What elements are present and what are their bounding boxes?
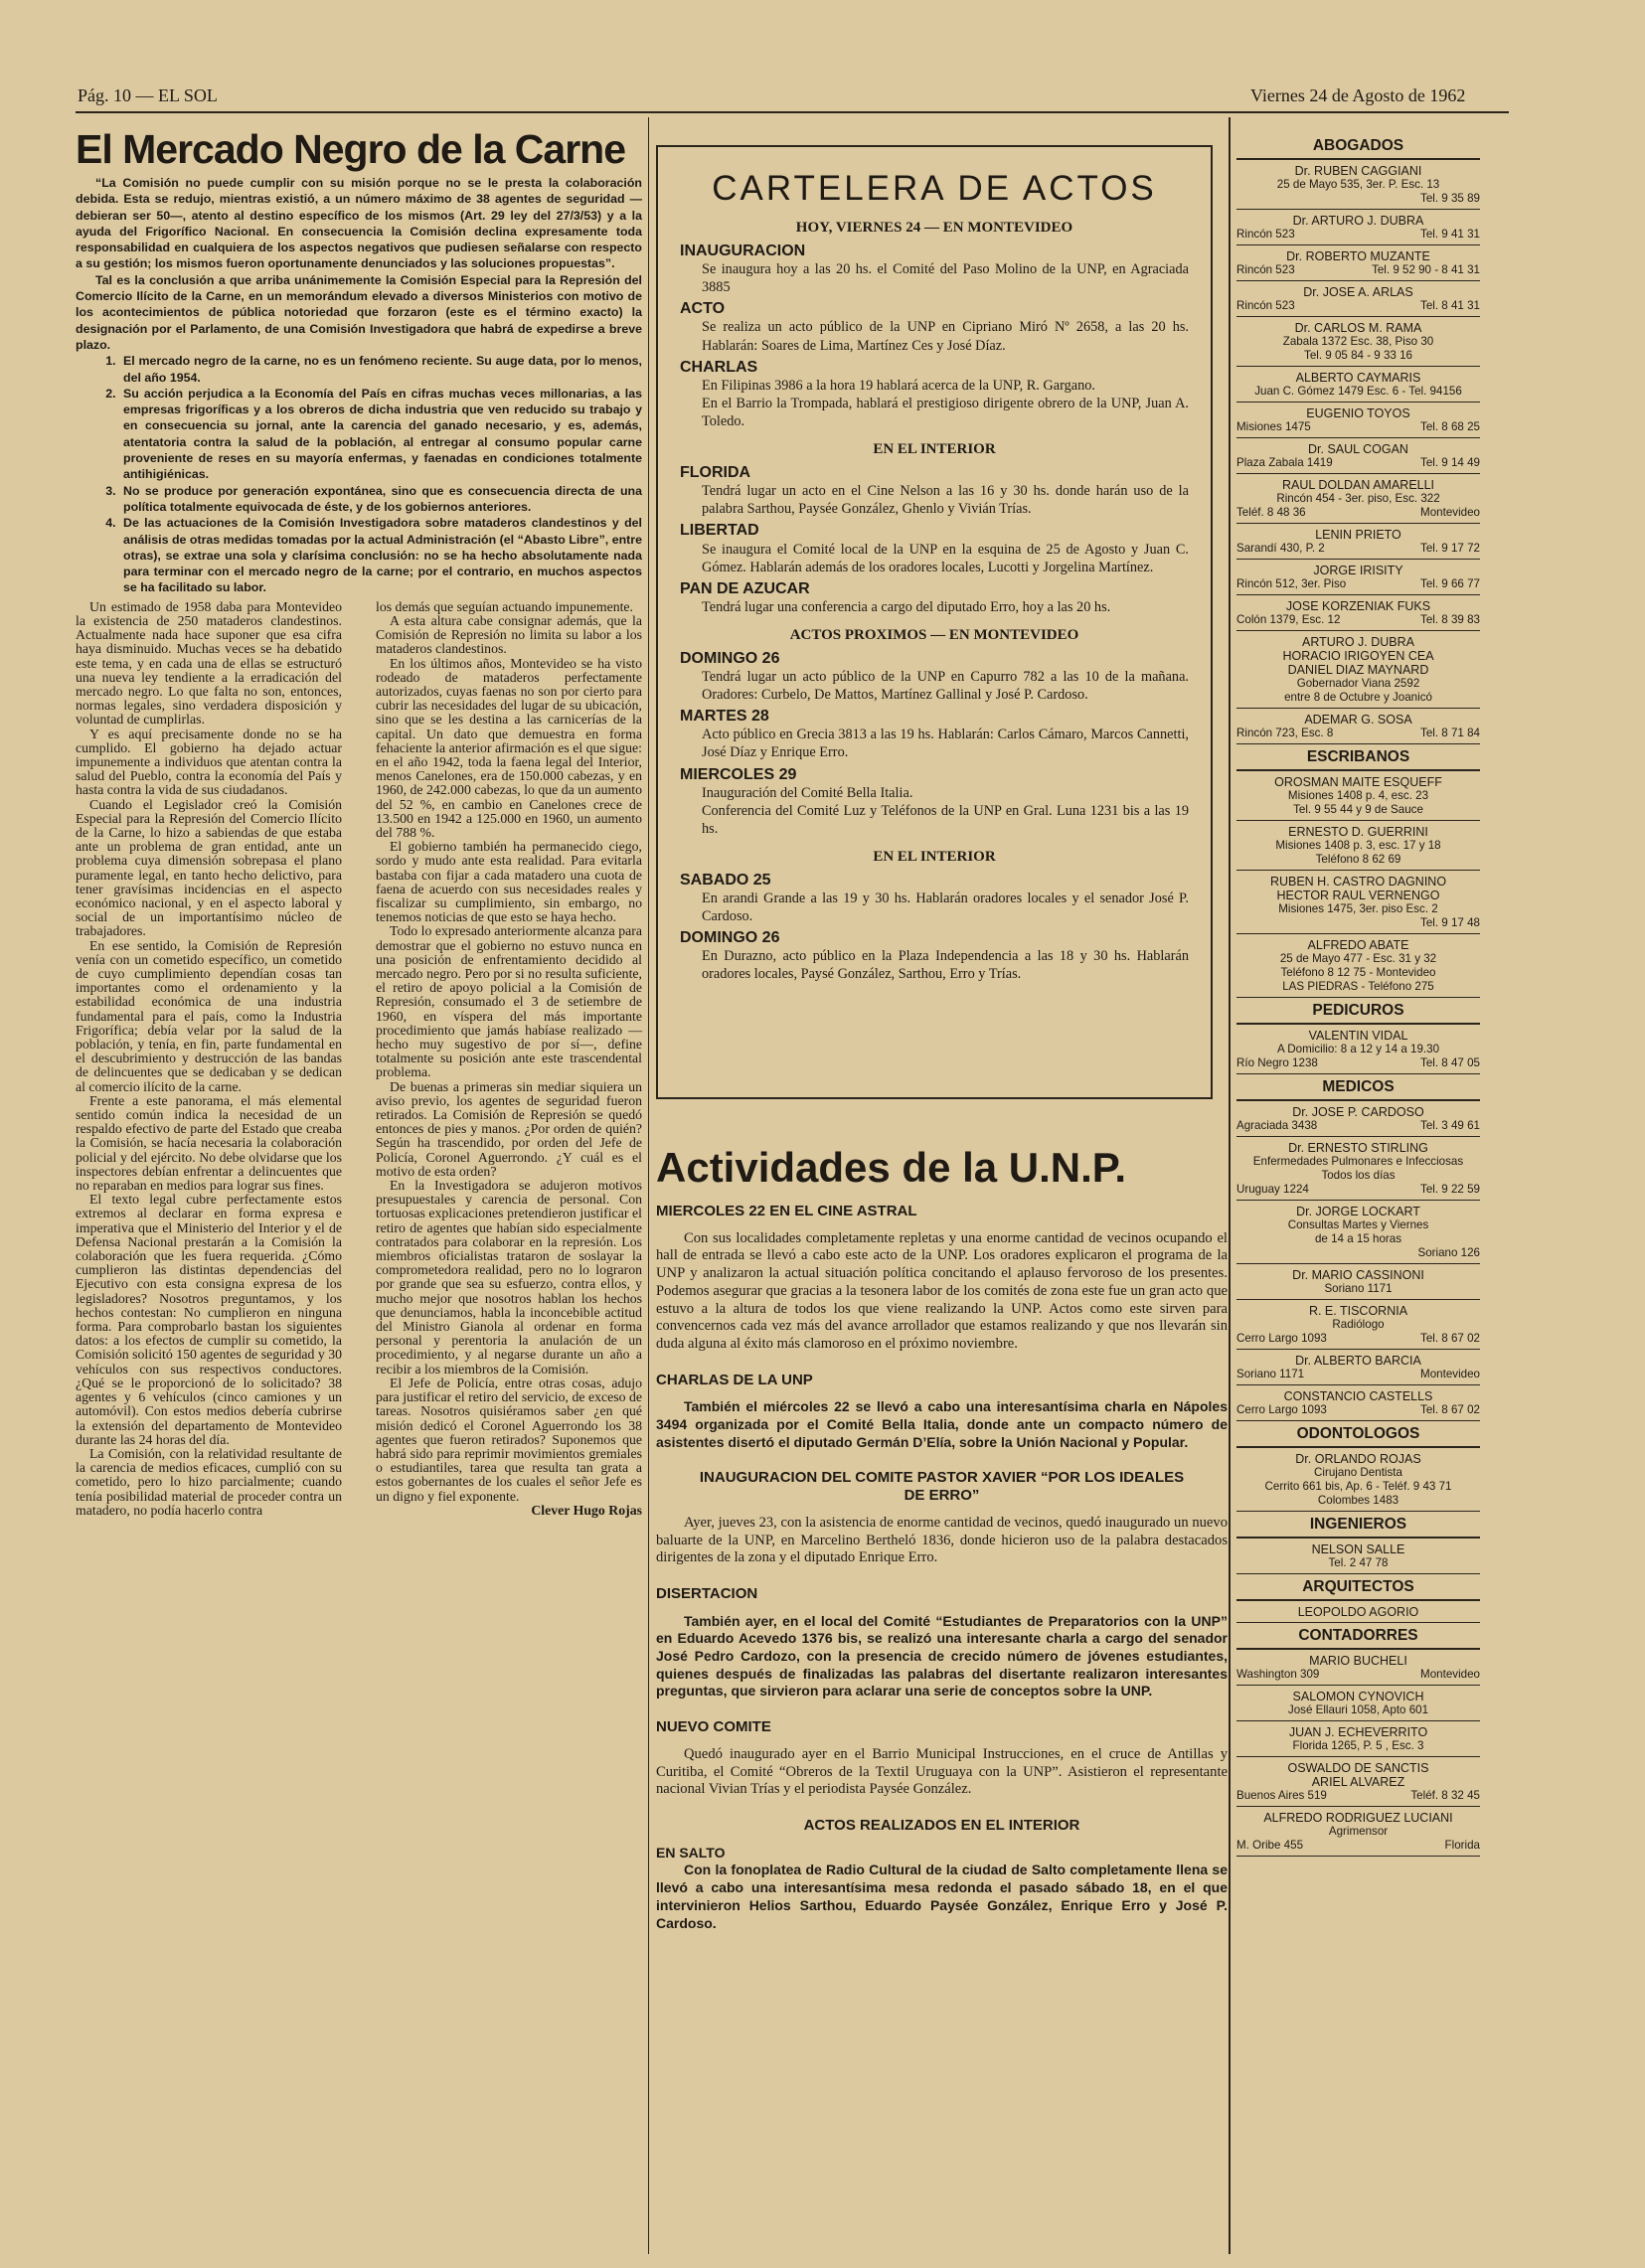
entry-address: Cirujano Dentista	[1314, 1466, 1402, 1479]
activity-text: Quedó inaugurado ayer en el Barrio Municipal Instrucciones, en el cruce de Antillas y Curitiba, el Comité “Obreros de la Textil Uruguaya con la UNP”. Asistieron el representante nacional Vivian Trías y el periodista Paysée González.	[656, 1745, 1228, 1798]
activity-text: Con sus localidades completamente repletas y una enorme cantidad de vecinos ocupando el hall de entrada se llevó a cabo este acto de la UNP. Los oradores explicaron el programa de la UNP y analizaron la actual situación política concitando el aplauso fervoroso de los presentes. Podemos asegurar que gracias a la tesonera labor de los comités de zona este fue un gran acto que estuvo a la altura de todos los que viene realizando la UNP. Actos como este sirven para convencernos cada vez más del avance arrollador que estamos realizando y que nos llevarán sin duda alguna al éxito más clamoroso en el próximo noviembre.	[656, 1229, 1228, 1352]
entry-phone: Tel. 8 67 02	[1420, 1332, 1480, 1345]
entry-address: de 14 a 15 horas	[1314, 1232, 1402, 1245]
directory-entry	[1236, 1686, 1480, 1721]
column-rule-right	[1229, 117, 1231, 2254]
entry-name: Dr. SAUL COGAN	[1308, 442, 1408, 456]
entry-name: MARIO BUCHELI	[1309, 1654, 1407, 1668]
activity-text: Ayer, jueves 23, con la asistencia de enorme cantidad de vecinos, quedó inaugurado un nuevo baluarte de la UNP, en Marcelino Bertheló 1836, donde hicieron uso de la palabra destacados dirigentes de la zona y el diputado Enrique Erro.	[656, 1514, 1228, 1566]
entry-detail	[1236, 1839, 1480, 1853]
entry-detail	[1236, 902, 1480, 916]
entry-address: Plaza Zabala 1419	[1236, 456, 1333, 469]
entry-detail	[1236, 691, 1480, 705]
entry-name: OSWALDO DE SANCTIS	[1287, 1761, 1429, 1775]
entry-name: Dr. CARLOS M. RAMA	[1294, 321, 1422, 335]
body-paragraph: El texto legal cubre perfectamente estos extremos al declarar en forma expresa e imperativa que el Ministerio del Interior y el de Defensa Nacional prestarán a la Comisión la colaboración que les fuera requerida. ¿Cómo cumplieron las distintas dependencias del Ejecutivo con esta consigna expresa de los legisladores? Nosotros preguntamos, y los hechos contestan: No cumplieron en ninguna forma. Para comprobarlo bastan los siguientes datos: a los efectos de cumplir su cometido, la Comisión solicitó 150 agentes de seguridad y 30 vehículos con sus respectivos conductores. ¿Qué se le proporcionó de lo solicitado? 38 agentes y 6 vehículos (cinco camiones y un automóvil). Con estos medios debería cubrirse la extensión del departamento de Montevideo durante las 24 horas del día.	[76, 1192, 342, 1447]
article-lead	[76, 175, 642, 596]
entry-detail	[1236, 1739, 1480, 1753]
directory-entry	[1236, 474, 1480, 524]
entry-phone: Tel. 9 52 90 - 8 41 31	[1372, 263, 1480, 276]
entry-detail	[1236, 1556, 1480, 1570]
entry-address: Rincón 523	[1236, 263, 1295, 276]
entry-phone: Florida	[1444, 1839, 1480, 1852]
directory-category: ARQUITECTOS	[1236, 1574, 1480, 1601]
entry-detail	[1236, 1246, 1480, 1260]
entry-detail	[1236, 677, 1480, 691]
entry-address: Sarandí 430, P. 2	[1236, 542, 1325, 555]
entry-name: CONSTANCIO CASTELLS	[1283, 1389, 1433, 1403]
entry-phone: Tel. 8 68 25	[1420, 420, 1480, 433]
event-text: Tendrá lugar una conferencia a cargo del diputado Erro, hoy a las 20 hs.	[702, 598, 1111, 615]
entry-detail	[1236, 1789, 1480, 1803]
entry-detail	[1236, 1480, 1480, 1494]
entry-detail	[1236, 789, 1480, 803]
entry-address: Teléfono 8 12 75 - Montevideo	[1280, 966, 1436, 979]
entry-detail	[1236, 966, 1480, 980]
entry-address: A Domicilio: 8 a 12 y 14 a 19.30	[1276, 1043, 1440, 1055]
entry-detail	[1236, 1155, 1480, 1169]
directory-category: MEDICOS	[1236, 1074, 1480, 1101]
entry-detail	[1236, 727, 1480, 740]
event-heading: DOMINGO 26	[680, 649, 780, 667]
entry-address: Tel. 2 47 78	[1328, 1556, 1389, 1569]
event-heading: FLORIDA	[680, 464, 751, 482]
event-heading: ACTO	[680, 300, 726, 318]
entry-detail	[1236, 1466, 1480, 1480]
entry-detail	[1236, 385, 1480, 399]
directory-entry	[1236, 1137, 1480, 1201]
entry-detail	[1236, 1056, 1480, 1070]
entry-address: Cerro Largo 1093	[1236, 1332, 1327, 1345]
point-item: 1. El mercado negro de la carne, no es un fenómeno reciente. Su auge data, por lo menos, del año 1954.	[119, 353, 642, 386]
directory-entry	[1236, 871, 1480, 934]
entry-name: Dr. JOSE A. ARLAS	[1303, 285, 1413, 299]
entry-address: Misiones 1408 p. 4, esc. 23	[1287, 789, 1429, 802]
body-paragraph: A esta altura cabe consignar además, que la Comisión de Represión no limita su labor a los mataderos clandestinos.	[376, 612, 642, 657]
body-paragraph: El gobierno también ha permanecido ciego, sordo y mudo ante esta realidad. Para evitarla bastaba con fijar a cada matadero una cuota de faena de acuerdo con sus necesidades reales y fiscalizar su cumplimiento, sin embargo, no tenemos noticias de que esto se haya hecho.	[376, 839, 642, 925]
entry-address: Rincón 523	[1236, 299, 1295, 312]
cartelera-section-heading: ACTOS PROXIMOS — EN MONTEVIDEO	[789, 626, 1079, 643]
lead-paragraph: Tal es la conclusión a que arriba unánimemente la Comisión Especial para la Represión del Comercio Ilícito de la Carne, en un memorándum elevado a diversos Ministerios con motivo de los acontecimientos de pública notoriedad que forzaron (este es el término exacto) la designación por el Parlamento, de una Comisión Investigadora que habrá de expedirse a breve plazo.	[76, 272, 642, 352]
entry-phone: Montevideo	[1420, 1368, 1480, 1380]
directory-entry	[1236, 1757, 1480, 1807]
entry-detail	[1236, 853, 1480, 867]
entry-address: Gobernador Viana 2592	[1296, 677, 1420, 690]
entry-detail	[1236, 1119, 1480, 1133]
directory-entry	[1236, 560, 1480, 595]
article-column-1	[76, 600, 342, 1518]
entry-phone: Tel. 8 71 84	[1420, 727, 1480, 739]
entry-detail	[1236, 1825, 1480, 1839]
directory-category: ABOGADOS	[1236, 133, 1480, 160]
event-text: En Filipinas 3986 a la hora 19 hablará acerca de la UNP, R. Gargano.	[702, 377, 1095, 394]
body-paragraph: Y es aquí precisamente donde no se ha cumplido. El gobierno ha dejado actuar impunemente a individuos que atentan contra la salud del Pueblo, contra la economía del País y hasta contra la vida de sus ciudadanos.	[76, 726, 342, 798]
event-text: Se realiza un acto público de la UNP en Cipriano Miró Nº 2658, a las 20 hs. Hablarán: Soares de Lima, Martínez Ces y José Díaz.	[702, 319, 1189, 354]
event-heading: MIERCOLES 29	[680, 765, 797, 783]
entry-detail	[1236, 542, 1480, 556]
entry-address: Colombes 1483	[1317, 1494, 1399, 1507]
body-paragraph: Todo lo expresado anteriormente alcanza para demostrar que el gobierno no estuvo nunca en una posición de enfrentamiento decidido al mercado negro. Pero por si no resulta suficiente, el retiro de apoyo policial a la Comisión de Represión, consumado el 3 de setiembre de 1960, en víspera del más importante procedimiento que jamás habíase realizado —hecho muy sugestivo de por sí—, define totalmente su posición ante este trascendental problema.	[376, 923, 642, 1080]
entry-name: ALFREDO ABATE	[1307, 938, 1409, 952]
entry-name: Dr. MARIO CASSINONI	[1292, 1268, 1424, 1282]
entry-name: Dr. JOSE P. CARDOSO	[1292, 1105, 1424, 1119]
event-text: En el Barrio la Trompada, hablará el prestigioso dirigente obrero de la UNP, Juan A. Toledo.	[702, 395, 1189, 429]
body-paragraph: La Comisión, con la relatividad resultante de la carencia de medios eficaces, cumplió con su cometido, pero lo hizo parcialmente; cuando tenía posibilidad material de proceder contra un matadero, no podía hacerlo contra	[76, 1445, 342, 1518]
entry-detail	[1236, 916, 1480, 930]
entry-phone: Montevideo	[1420, 1668, 1480, 1681]
cartelera-section-heading: EN EL INTERIOR	[873, 848, 996, 865]
entry-phone: Tel. 8 47 05	[1420, 1056, 1480, 1069]
entry-detail	[1236, 178, 1480, 192]
entry-phone: Montevideo	[1420, 506, 1480, 519]
directory-entry	[1236, 317, 1480, 367]
point-item: 2. Su acción perjudica a la Economía del País en cifras muchas veces millonarias, a las empresas frigoríficas y a los obreros de dicha industria que ven reducido su trabajo y en consecuencia su jornal, ante la carencia del ganado necesario, y es, además, atentatoria contra la salud de la población, al entregar al consumo popular carne proveniente de reses en su mayoría enfermas, y faenadas en condiciones totalmente antihigiénicas.	[119, 386, 642, 483]
entry-detail	[1236, 228, 1480, 242]
entry-address: Buenos Aires 519	[1236, 1789, 1327, 1802]
entry-detail	[1236, 839, 1480, 853]
directory-entry	[1236, 160, 1480, 210]
directory-entry	[1236, 1601, 1480, 1623]
body-paragraph: De buenas a primeras sin mediar siquiera un aviso previo, los agentes de seguridad fueron retirados. La Comisión de Represión se quedó entonces de pies y manos. ¿Por orden de quién? Según ha trascendido, por orden del Jefe de Policía, Coronel Aguerrondo. ¿Y cuál es el motivo de esta orden?	[376, 1078, 642, 1179]
entry-address: Misiones 1475, 3er. piso Esc. 2	[1278, 902, 1438, 915]
entry-name: Dr. ERNESTO STIRLING	[1288, 1141, 1428, 1155]
body-paragraph: Cuando el Legislador creó la Comisión Especial para la Represión del Comercio Ilícito de la Carne, lo hizo a sabiendas de que estaba ante un problema de gran entidad, ante un problema cuya dimensión sobrepasa el plano puramente legal, en tanto hecho delictivo, para tener gravísimas incidencias en el aspecto económico nacional, y en el aspecto laboral y social de un importantísimo núcleo de trabajadores.	[76, 796, 342, 939]
directory-entry	[1236, 1448, 1480, 1512]
entry-name: EUGENIO TOYOS	[1306, 406, 1410, 420]
event-text: Se inaugura el Comité local de la UNP en la esquina de 25 de Agosto y Juan C. Gómez. Hablarán además de los oradores locales, Lucotti y Jorgelina Martínez.	[702, 541, 1189, 575]
cartelera-section-heading: EN EL INTERIOR	[873, 441, 996, 458]
cartelera-section-today	[680, 243, 1189, 430]
activity-text: También ayer, en el local del Comité “Estudiantes de Preparatorios con la UNP” en Eduardo Acevedo 1376 bis, se realizó una interesante charla a cargo del senador José Pedro Cardozo, con la presencia de crecido número de jóvenes estudiantes, quienes después de finalizadas las palabras del disertante realizaron interesantes preguntas, que sirvieron para aclarar una serie de conceptos sobre la UNP.	[656, 1612, 1228, 1700]
entry-name: ALFREDO RODRIGUEZ LUCIANI	[1263, 1811, 1453, 1825]
entry-phone: Teléf. 8 32 45	[1410, 1789, 1480, 1802]
entry-address: Todos los días	[1321, 1169, 1396, 1182]
entry-name: JORGE IRISITY	[1313, 564, 1403, 577]
entry-phone: Tel. 9 35 89	[1420, 192, 1480, 205]
entry-name: RAUL DOLDAN AMARELLI	[1281, 478, 1435, 492]
directory-entry	[1236, 1539, 1480, 1574]
entry-name: VALENTIN VIDAL	[1308, 1029, 1408, 1043]
cartelera-section-proximos	[680, 650, 1189, 838]
entry-detail	[1236, 349, 1480, 363]
event-heading: CHARLAS	[680, 358, 758, 376]
entry-name: Dr. ORLANDO ROJAS	[1295, 1452, 1421, 1466]
entry-address: Consultas Martes y Viernes	[1287, 1218, 1429, 1231]
event-text: Tendrá lugar un acto público de la UNP en Capurro 782 a las 10 de la mañana. Oradores: Curbelo, De Mattos, Martínez Gallinal y José P. Cardoso.	[702, 669, 1189, 704]
entry-name: DANIEL DIAZ MAYNARD	[1287, 663, 1429, 677]
entry-name: LENIN PRIETO	[1315, 528, 1401, 542]
entry-name: ADEMAR G. SOSA	[1304, 713, 1412, 727]
cartelera-title: CARTELERA DE ACTOS	[712, 169, 1157, 208]
directory-entry	[1236, 1650, 1480, 1686]
entry-name: Dr. ROBERTO MUZANTE	[1286, 249, 1430, 263]
directory-entry	[1236, 403, 1480, 438]
entry-name: OROSMAN MAITE ESQUEFF	[1274, 775, 1442, 789]
entry-name: Dr. JORGE LOCKART	[1296, 1205, 1420, 1218]
entry-name: R. E. TISCORNIA	[1308, 1304, 1408, 1318]
entry-detail	[1236, 456, 1480, 470]
lead-paragraph: “La Comisión no puede cumplir con su misión porque no se le presta la colaboración debida. Esta se redujo, mientras existió, a un número máximo de 38 agentes de seguridad —debieran ser 50—, atento al destino específico de los mismos (Art. 29 ley del 27/3/53) y a la ayuda del Frigorífico Nacional. En consecuencia la Comisión declina expresamente toda responsabilidad en cualquiera de los aspectos negativos que pudiesen señalarse con respecto a su gestión; los mismos fueron oportunamente denunciados y las soluciones propuestas”.	[76, 176, 642, 271]
directory-category: PEDICUROS	[1236, 998, 1480, 1025]
page-header-right: Viernes 24 de Agosto de 1962	[1250, 85, 1466, 105]
article-body	[76, 600, 642, 1518]
directory-entry	[1236, 1101, 1480, 1137]
directory-entry	[1236, 1385, 1480, 1421]
points-list	[76, 353, 642, 595]
event-heading: DOMINGO 26	[680, 929, 780, 947]
body-paragraph: En la Investigadora se adujeron motivos presupuestales y carencia de personal. Con tortuosas explicaciones pretendieron justificar el retiro de agentes que habían sido especialmente contratados para colaborar en la represión. Los miembros oficialistas trataron de soslayar la comprometedora realidad, pero no lo lograron por grande que sea su esfuerzo, contra ellos, y mucho mejor que nosotros hablan los hechos que denunciamos, habla la inconcebible actitud del Ministro Gianola al ordenar en forma personal y perentoria la anulación de un procedimiento, y al negarse durante un año a recibir a los miembros de la Comisión.	[376, 1178, 642, 1377]
entry-detail	[1236, 492, 1480, 506]
entry-phone: Tel. 9 41 31	[1420, 228, 1480, 241]
directory-entry	[1236, 595, 1480, 631]
entry-phone: Tel. 9 22 59	[1420, 1183, 1480, 1196]
entry-address: Agraciada 3438	[1236, 1119, 1318, 1132]
actividades-section	[656, 1141, 1228, 1932]
entry-phone: Tel. 8 67 02	[1420, 1403, 1480, 1416]
entry-detail	[1236, 1494, 1480, 1508]
page-header-left: Pág. 10 — EL SOL	[78, 85, 218, 105]
entry-detail	[1236, 1232, 1480, 1246]
entry-name: JOSE KORZENIAK FUKS	[1285, 599, 1431, 613]
entry-name: JUAN J. ECHEVERRITO	[1288, 1725, 1428, 1739]
entry-address: M. Oribe 455	[1236, 1839, 1304, 1852]
entry-name: SALOMON CYNOVICH	[1292, 1690, 1424, 1703]
entry-phone: Tel. 8 41 31	[1420, 299, 1480, 312]
entry-detail	[1236, 1703, 1480, 1717]
cartelera-section-interior	[680, 464, 1189, 616]
entry-address: Radiólogo	[1332, 1318, 1385, 1331]
event-text: Conferencia del Comité Luz y Teléfonos de la UNP en Gral. Luna 1231 bis a las 19 hs.	[702, 802, 1189, 837]
directory-entry	[1236, 438, 1480, 474]
entry-detail	[1236, 1403, 1480, 1417]
article-mercado-negro	[76, 123, 642, 1518]
entry-address: Cerrito 661 bis, Ap. 6 - Teléf. 9 43 71	[1264, 1480, 1452, 1493]
entry-address: Misiones 1475	[1236, 420, 1311, 433]
entry-name: ARTURO J. DUBRA	[1302, 635, 1414, 649]
entry-detail	[1236, 299, 1480, 313]
directory-entry	[1236, 281, 1480, 317]
entry-detail	[1236, 1169, 1480, 1183]
column-rule-left	[648, 117, 649, 2254]
entry-phone: Tel. 9 17 48	[1420, 916, 1480, 929]
entry-name: Dr. RUBEN CAGGIANI	[1294, 164, 1422, 178]
entry-address: entre 8 de Octubre y Joanicó	[1284, 691, 1432, 704]
entry-address: Cerro Largo 1093	[1236, 1403, 1327, 1416]
entry-detail	[1236, 1282, 1480, 1296]
directory-category: CONTADORRES	[1236, 1623, 1480, 1650]
entry-address: Teléfono 8 62 69	[1315, 853, 1401, 866]
entry-address: Rincón 512, 3er. Piso	[1236, 577, 1347, 590]
directory-entry	[1236, 1807, 1480, 1857]
entry-name: NELSON SALLE	[1311, 1542, 1405, 1556]
event-text: Tendrá lugar un acto en el Cine Nelson a las 16 y 30 hs. donde harán uso de la palabra Sarthou, Paysée González, Ghenlo y Vivián Trías.	[702, 483, 1189, 518]
entry-address: Soriano 1171	[1324, 1282, 1393, 1295]
body-paragraph: El Jefe de Policía, entre otras cosas, adujo para justificar el retiro del servicio, de exceso de tareas. Nosotros quisiéramos saber ¿en qué misión dedicó el Coronel Aguerrondo los 38 agentes que fueron retirados? Suponemos que habrá sido para reprimir movimientos gremiales o estudiantiles, tarea que resulta tan grata a estos gobernantes de los cuales el señor Jefe es un digno y fiel exponente.	[376, 1375, 642, 1504]
activity-heading: ACTOS REALIZADOS EN EL INTERIOR	[803, 1816, 1080, 1834]
directory-entry	[1236, 771, 1480, 821]
entry-detail	[1236, 952, 1480, 966]
body-paragraph: En los últimos años, Montevideo se ha visto rodeado de mataderos perfectamente autorizados, cuyas faenas no son por cierto para cubrir las necesidades del lugar de su ubicación, sino que se les destina a las carnicerías de la capital. Un dato que demuestra en forma fehaciente la anterior afirmación es el que sigue: en el año 1942, toda la faena legal del Interior, menos Canelones, era de 150.000 cabezas, y en 1960, de 242.000 cabezas, lo que da un aumento del 52 %, en cambio en Canelones crece de 13.500 en 1942 a 125.000 en 1960, un aumento del 788 %.	[376, 655, 642, 840]
directory-entry	[1236, 1264, 1480, 1300]
entry-name: RUBEN H. CASTRO DAGNINO	[1269, 875, 1447, 889]
activity-subheading: EN SALTO	[656, 1844, 726, 1861]
entry-detail	[1236, 577, 1480, 591]
entry-address: Washington 309	[1236, 1668, 1320, 1681]
event-text: Inauguración del Comité Bella Italia.	[702, 784, 913, 801]
entry-detail	[1236, 613, 1480, 627]
event-text: En arandi Grande a las 19 y 30 hs. Hablarán oradores locales y el senador José P. Cardoso.	[702, 891, 1189, 925]
event-heading: SABADO 25	[680, 872, 771, 889]
entry-name: ARIEL ALVAREZ	[1311, 1775, 1405, 1789]
entry-detail	[1236, 803, 1480, 817]
entry-address: Misiones 1408 p. 3, esc. 17 y 18	[1275, 839, 1441, 852]
entry-name: Dr. ALBERTO BARCIA	[1295, 1354, 1421, 1368]
entry-address: Rincón 454 - 3er. piso, Esc. 322	[1276, 492, 1440, 505]
entry-address: Enfermedades Pulmonares e Infecciosas	[1252, 1155, 1464, 1168]
directory-entry	[1236, 1025, 1480, 1074]
entry-address: 25 de Mayo 535, 3er. P. Esc. 13	[1276, 178, 1440, 191]
event-text: En Durazno, acto público en la Plaza Independencia a las 18 y 30 hs. Hablarán oradores locales, Paysé González, Sarthou, Erro y Trías.	[702, 948, 1189, 983]
entry-detail	[1236, 1318, 1480, 1332]
directory-entry	[1236, 1201, 1480, 1264]
entry-address: Colón 1379, Esc. 12	[1236, 613, 1341, 626]
entry-detail	[1236, 1368, 1480, 1381]
directory-entry	[1236, 934, 1480, 998]
entry-phone: Soriano 126	[1417, 1246, 1480, 1259]
directory-category: INGENIEROS	[1236, 1512, 1480, 1539]
entry-address: Agrimensor	[1328, 1825, 1389, 1838]
directory-entry	[1236, 821, 1480, 871]
directory-entry	[1236, 367, 1480, 403]
body-paragraph: Un estimado de 1958 daba para Montevideo la existencia de 250 mataderos clandestinos. Actualmente nada hace suponer que esa cifra haya disminuido. Muchas veces se ha debatido este tema, y en cada una de ellas se estructuró una nueva ley tendiente a la erradicación del mercado negro. Lo que falta no son, entonces, normas legales, sino verdadera disposición y voluntad de cumplirlas.	[76, 598, 342, 728]
entry-name: Dr. ARTURO J. DUBRA	[1292, 214, 1424, 228]
entry-address: Rincón 723, Esc. 8	[1236, 727, 1334, 739]
body-paragraph: En ese sentido, la Comisión de Represión venía con un cometido específico, un cometido de cuyo cumplimiento dependían cosas tan importantes como el ordenamiento y la estabilidad económica de una industria fundamental para el país, como la Industria Frigorífica; debía velar por la salud de la población, y tenía, en fin, parte fundamental en el descubrimiento y destrucción de las bandas de delincuentes que se dedicaban y se dedican al comercio ilícito de la carne.	[76, 937, 342, 1094]
entry-address: Zabala 1372 Esc. 38, Piso 30	[1282, 335, 1434, 348]
entry-address: Florida 1265, P. 5 , Esc. 3	[1292, 1739, 1424, 1752]
activity-heading: INAUGURACION DEL COMITE PASTOR XAVIER “POR LOS IDEALES DE ERRO”	[699, 1469, 1185, 1505]
entry-detail	[1236, 1218, 1480, 1232]
entry-name: LEOPOLDO AGORIO	[1297, 1605, 1419, 1619]
entry-detail	[1236, 335, 1480, 349]
entry-address: Rincón 523	[1236, 228, 1295, 241]
activity-text: Con la fonoplatea de Radio Cultural de la ciudad de Salto completamente llena se llevó a cabo una interesantísima mesa redonda el pasado sábado 18, en el que intervinieron Helios Sarthou, Eduardo Paysée González, Enrique Erro y José P. Cardoso.	[656, 1862, 1228, 1931]
point-item: 4. De las actuaciones de la Comisión Investigadora sobre mataderos clandestinos y del análisis de otras medidas tomadas por la actual Administración (el “Abasto Libre”, entre otras), se extrae una sola y clarísima conclusión: no se ha hecho absolutamente nada para terminar con el mercado negro de la carne; por el contrario, en muchos aspectos se ha facilitado su labor.	[119, 515, 642, 595]
entry-address: Río Negro 1238	[1236, 1056, 1318, 1069]
article-signature: Clever Hugo Rojas	[531, 1502, 642, 1518]
entry-name: HECTOR RAUL VERNENGO	[1276, 889, 1440, 902]
article-column-2	[376, 600, 642, 1518]
entry-detail	[1236, 1668, 1480, 1682]
directory-entry	[1236, 524, 1480, 560]
entry-phone: Tel. 9 14 49	[1420, 456, 1480, 469]
entry-detail	[1236, 263, 1480, 277]
entry-detail	[1236, 192, 1480, 206]
event-text: Se inaugura hoy a las 20 hs. el Comité del Paso Molino de la UNP, en Agraciada 3885	[702, 261, 1189, 296]
directory-category: ODONTOLOGOS	[1236, 1421, 1480, 1448]
entry-address: Tel. 9 55 44 y 9 de Sauce	[1293, 803, 1423, 816]
directory-entry	[1236, 210, 1480, 245]
entry-detail	[1236, 1332, 1480, 1346]
event-heading: MARTES 28	[680, 708, 769, 726]
cartelera-section-proximos-interior	[680, 872, 1189, 984]
directory-category: ESCRIBANOS	[1236, 744, 1480, 771]
entry-address: Teléf. 8 48 36	[1236, 506, 1306, 519]
entry-detail	[1236, 1043, 1480, 1056]
entry-detail	[1236, 1183, 1480, 1197]
directory-entry	[1236, 709, 1480, 744]
header-rule	[76, 111, 1509, 113]
body-paragraph: los demás que seguían actuando impunemente.	[376, 598, 634, 614]
point-item: 3. No se produce por generación expontánea, sino que es consecuencia directa de una política totalmente equivocada de éste, y de los gobiernos anteriores.	[119, 483, 642, 516]
entry-phone: Tel. 9 17 72	[1420, 542, 1480, 555]
event-heading: PAN DE AZUCAR	[680, 579, 810, 597]
entry-name: ALBERTO CAYMARIS	[1295, 371, 1421, 385]
directory-entry	[1236, 1350, 1480, 1385]
directory-entry	[1236, 631, 1480, 709]
activity-heading: CHARLAS DE LA UNP	[656, 1371, 813, 1388]
body-paragraph: Frente a este panorama, el más elemental sentido común indica la necesidad de un respaldo efectivo de parte del Estado que creaba la Comisión, se hacía necesaria la colaboración policial y del ejército. No debe olvidarse que los inspectores debían enfrentar a delincuentes que no reparaban en medios para lograr sus fines.	[76, 1092, 342, 1194]
entry-name: ERNESTO D. GUERRINI	[1288, 825, 1428, 839]
event-text: Acto público en Grecia 3813 a las 19 hs. Hablarán: Carlos Cámaro, Marcos Cannetti, José Díaz y Enrique Erro.	[702, 727, 1189, 761]
directory-entry	[1236, 245, 1480, 281]
entry-address: Tel. 9 05 84 - 9 33 16	[1304, 349, 1412, 362]
cartelera-subtitle: HOY, VIERNES 24 — EN MONTEVIDEO	[795, 220, 1073, 236]
activity-heading: DISERTACION	[656, 1584, 758, 1602]
entry-name: HORACIO IRIGOYEN CEA	[1282, 649, 1434, 663]
entry-detail	[1236, 506, 1480, 520]
activity-heading: NUEVO COMITE	[656, 1718, 771, 1736]
entry-address: 25 de Mayo 477 - Esc. 31 y 32	[1279, 952, 1437, 965]
directory-entry	[1236, 1300, 1480, 1350]
entry-address: Juan C. Gómez 1479 Esc. 6 - Tel. 94156	[1254, 385, 1462, 398]
entry-detail	[1236, 420, 1480, 434]
activity-text: También el miércoles 22 se llevó a cabo una interesantísima charla en Nápoles 3494 organizada por el Comité Bella Italia, donde ante un compacto número de asistentes disertó el diputado Germán D’Elía, sobre la Unión Nacional y Popular.	[656, 1398, 1228, 1450]
entry-address: Uruguay 1224	[1236, 1183, 1309, 1196]
event-heading: LIBERTAD	[680, 522, 759, 540]
professional-directory	[1236, 133, 1480, 1857]
entry-address: Soriano 1171	[1236, 1368, 1305, 1380]
entry-address: José Ellauri 1058, Apto 601	[1287, 1703, 1429, 1716]
entry-phone: Tel. 3 49 61	[1420, 1119, 1480, 1132]
entry-address: LAS PIEDRAS - Teléfono 275	[1282, 980, 1434, 993]
article-title: El Mercado Negro de la Carne	[76, 126, 626, 172]
directory-entry	[1236, 1721, 1480, 1757]
entry-phone: Tel. 8 39 83	[1420, 613, 1480, 626]
activity-heading: MIERCOLES 22 EN EL CINE ASTRAL	[656, 1203, 917, 1219]
actividades-title: Actividades de la U.N.P.	[656, 1144, 1127, 1191]
cartelera-box	[656, 145, 1213, 1099]
entry-detail	[1236, 980, 1480, 994]
entry-phone: Tel. 9 66 77	[1420, 577, 1480, 590]
event-heading: INAUGURACION	[680, 243, 806, 260]
